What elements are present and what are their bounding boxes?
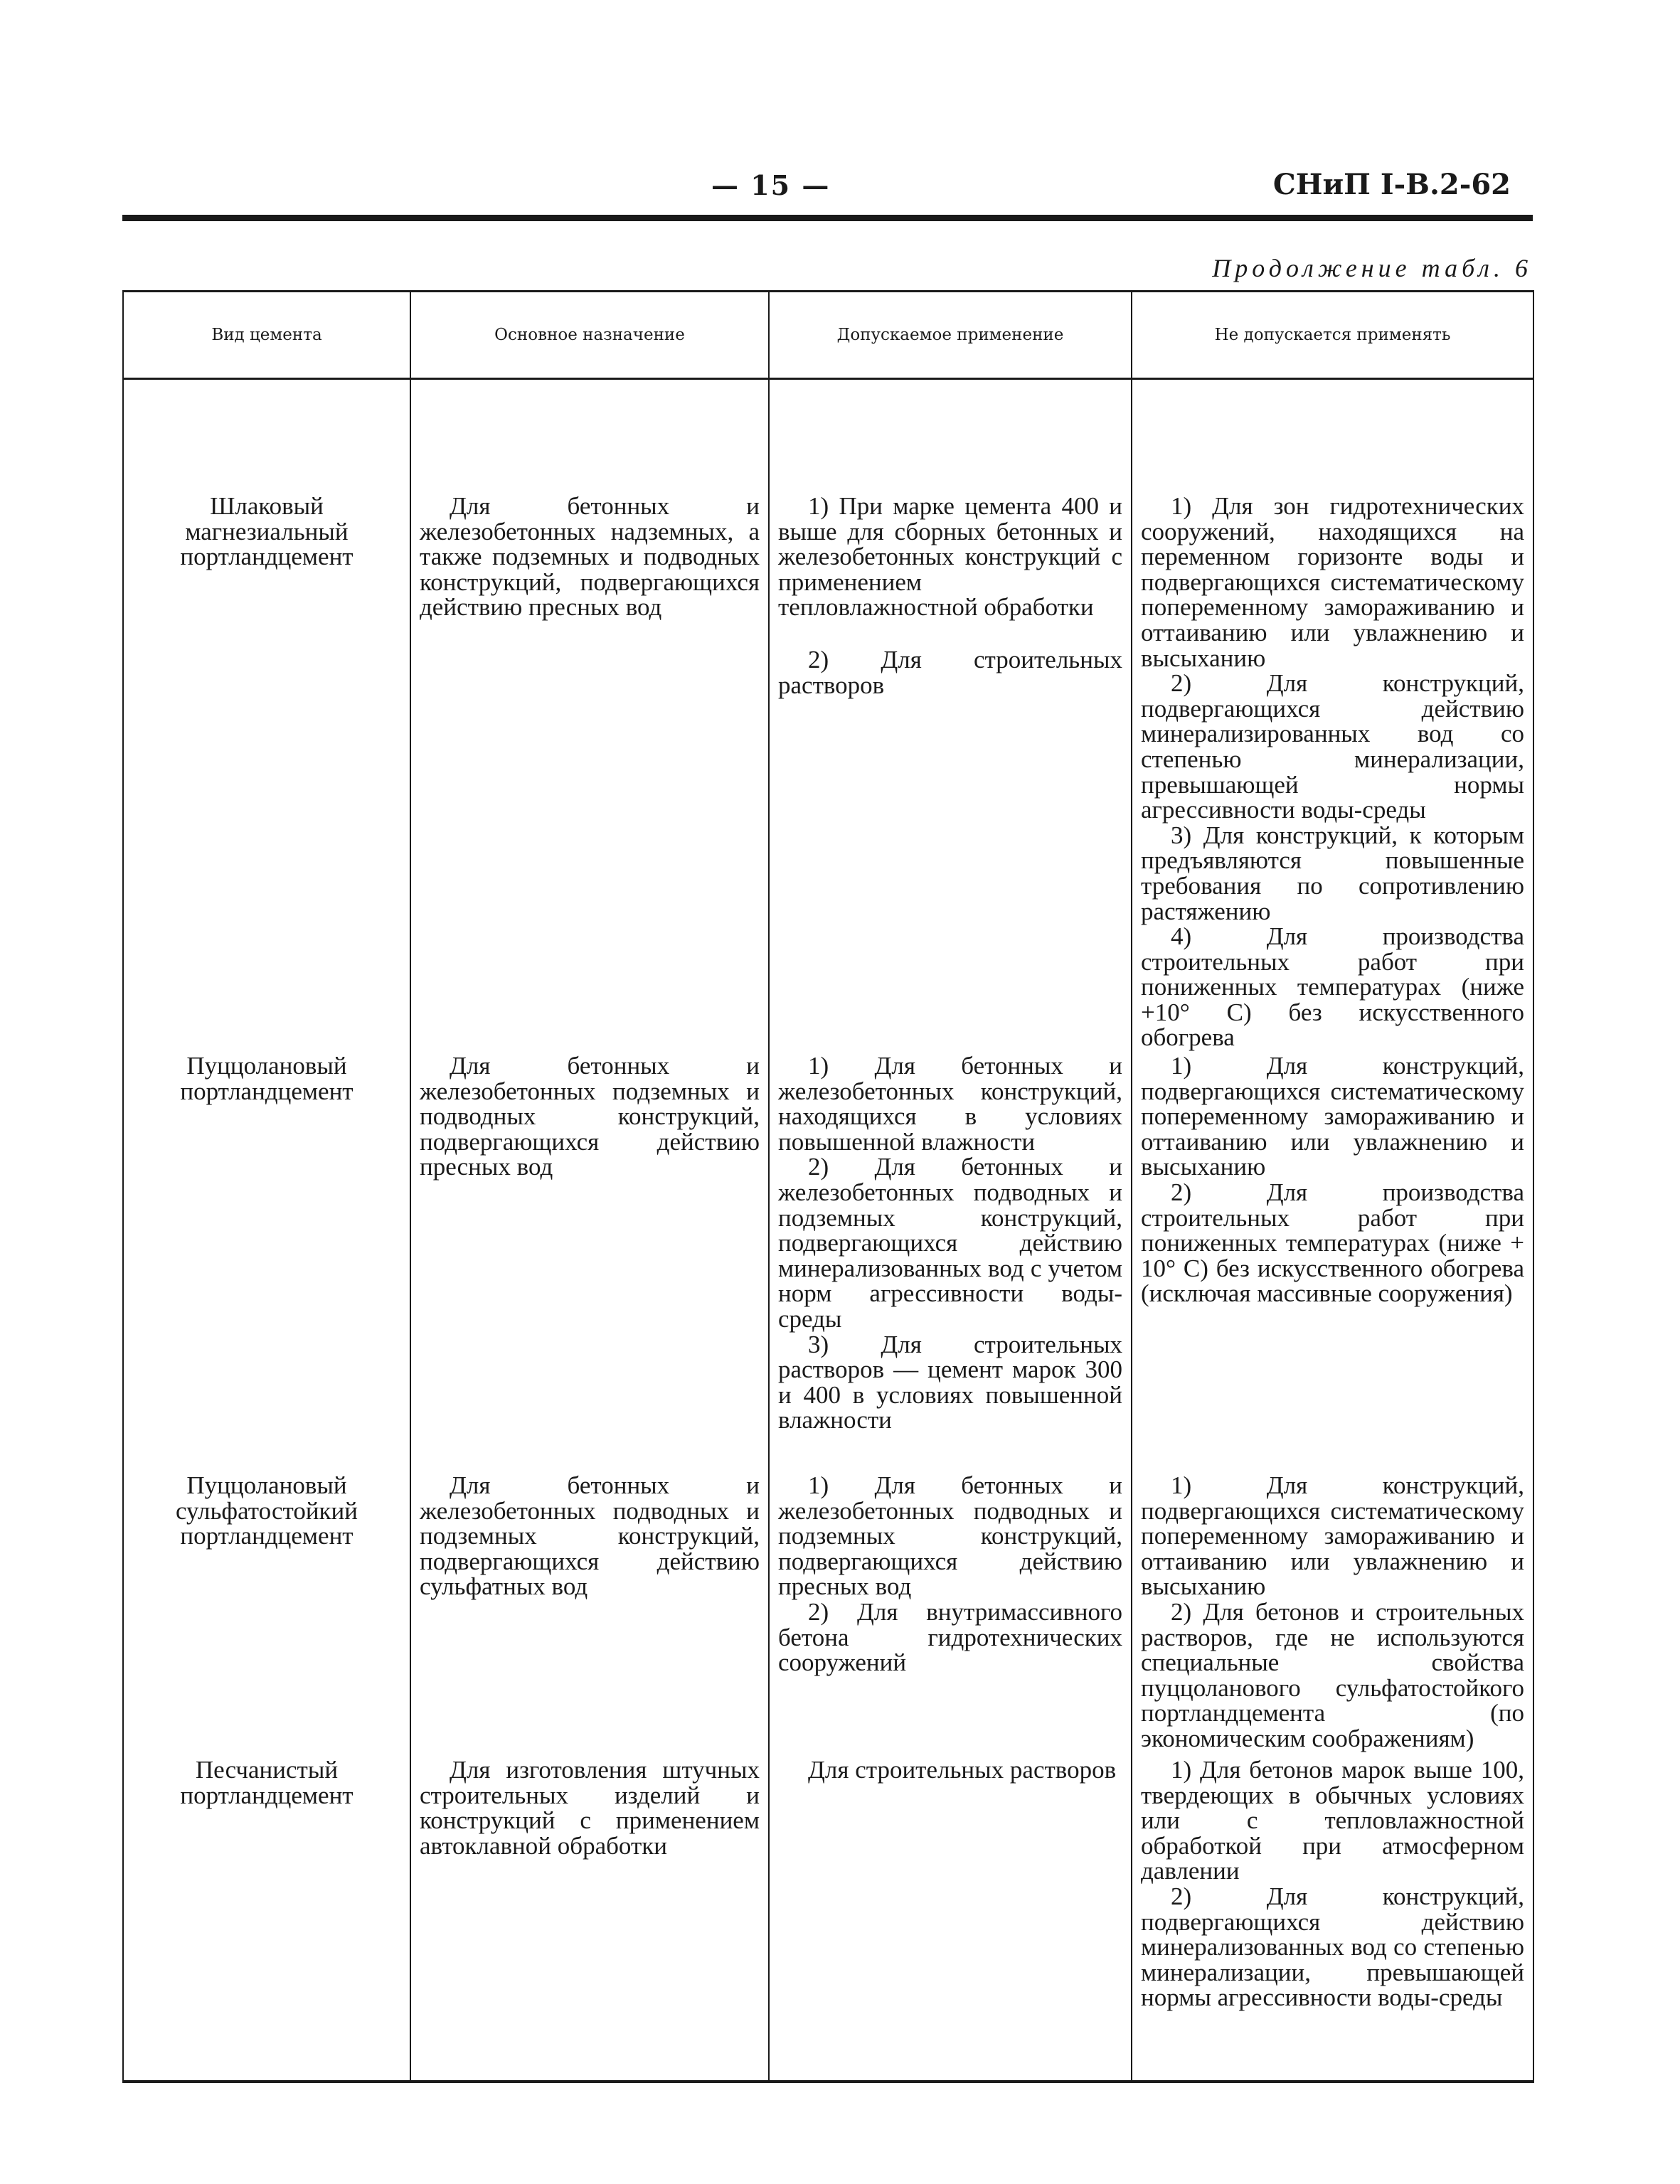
cement-type-text: Пуццолановый сульфатостойкий портландцемент [175, 1471, 358, 1550]
forbidden-use-cell [1132, 379, 1533, 1051]
allowed-use-item: 2) Для внутримассивного бетона гидротехнических сооружений [778, 1598, 1122, 1677]
table-continuation-label: Продолжение табл. 6 [1212, 254, 1532, 282]
column-header-allowed-use: Допускаемое применение [769, 292, 1132, 379]
cement-type-cell [123, 1050, 410, 1470]
main-purpose-cell [410, 1050, 769, 1470]
column-header-main-purpose: Основное назначение [410, 292, 769, 379]
table-header-row [123, 292, 1533, 379]
cement-table [122, 290, 1534, 2083]
table-row [123, 1754, 1533, 2082]
forbidden-use-item: 1) Для бетонов марок выше 100, твердеющих в обычных условиях или с тепловлажностной обработкой при атмосферном давлении [1141, 1756, 1524, 1885]
forbidden-use-item: 1) Для конструкций, подвергающихся систематическому попеременному замораживанию и оттаиванию или увлажнению и высыханию [1141, 1052, 1524, 1181]
allowed-use-cell [769, 1470, 1132, 1754]
forbidden-use-item: 3) Для конструкций, к которым предъявляются повышенные требования по сопротивлению растяжению [1141, 821, 1524, 925]
cement-type-text: Пуццолановый портландцемент [180, 1052, 353, 1105]
allowed-use-item: 1) Для бетонных и железобетонных конструкций, находящихся в условиях повышенной влажности [778, 1052, 1122, 1156]
page-number: — 15 — [711, 169, 831, 201]
main-purpose-text: Для бетонных и железобетонных надземных, а также подземных и подводных конструкций, подвергающихся действию пресных вод [420, 492, 760, 622]
allowed-use-item: 1) При марке цемента 400 и выше для сборных бетонных и железобетонных конструкций с применением тепловлажностной обработки [778, 492, 1122, 622]
column-header-cement-type: Вид цемента [123, 292, 410, 379]
forbidden-use-item: 2) Для конструкций, подвергающихся действию минерализованных вод со степенью минерализации, превышающей нормы агрессивности воды-среды [1141, 1882, 1524, 2012]
main-purpose-text: Для бетонных и железобетонных подземных и подводных конструкций, подвергающихся действию пресных вод [420, 1052, 760, 1181]
forbidden-use-item: 2) Для производства строительных работ при пониженных температурах (ниже + 10° С) без искусственного обогрева (исключая массивные сооружения) [1141, 1178, 1524, 1308]
allowed-use-cell [769, 379, 1132, 1051]
allowed-use-item: Для строительных растворов [808, 1756, 1117, 1784]
column-header-forbidden-use: Не допускается применять [1132, 292, 1533, 379]
cement-type-text: Шлаковый магнезиальный портландцемент [180, 492, 353, 571]
forbidden-use-cell [1132, 1754, 1533, 2082]
allowed-use-item: 1) Для бетонных и железобетонных подводных и подземных конструкций, подвергающихся действию пресных вод [778, 1471, 1122, 1601]
allowed-use-cell [769, 1754, 1132, 2082]
allowed-use-item: 2) Для бетонных и железобетонных подводных и подземных конструкций, подвергающихся действию минерализованных вод с учетом норм агрессивности воды-среды [778, 1153, 1122, 1333]
main-purpose-cell [410, 379, 769, 1051]
table-row [123, 1470, 1533, 1754]
forbidden-use-item: 1) Для конструкций, подвергающихся систематическому попеременному замораживанию и оттаиванию или увлажнению и высыханию [1141, 1471, 1524, 1601]
allowed-use-item: 2) Для строительных растворов [778, 645, 1122, 699]
allowed-use-item: 3) Для строительных растворов — цемент марок 300 и 400 в условиях повышенной влажности [778, 1330, 1122, 1434]
allowed-use-cell [769, 1050, 1132, 1470]
cement-type-cell [123, 1754, 410, 2082]
header-rule [122, 215, 1533, 221]
forbidden-use-item: 2) Для конструкций, подвергающихся действию минерализированных вод со степенью минерализации, превышающей нормы агрессивности воды-среды [1141, 669, 1524, 824]
cement-type-text: Песчанистый портландцемент [180, 1756, 353, 1809]
main-purpose-text: Для бетонных и железобетонных подводных и подземных конструкций, подвергающихся действию сульфатных вод [420, 1471, 760, 1601]
main-purpose-text: Для изготовления штучных строительных изделий и конструкций с применением автоклавной обработки [420, 1756, 760, 1860]
document-code: СНиП I-В.2-62 [1272, 168, 1511, 201]
table-row [123, 1050, 1533, 1470]
table-row [123, 379, 1533, 1051]
forbidden-use-item: 1) Для зон гидротехнических сооружений, находящихся на переменном горизонте воды и подвергающихся систематическому попеременному замораживанию и оттаиванию или увлажнению и высыханию [1141, 492, 1524, 672]
main-purpose-cell [410, 1470, 769, 1754]
main-purpose-cell [410, 1754, 769, 2082]
forbidden-use-cell [1132, 1470, 1533, 1754]
cement-type-cell [123, 1470, 410, 1754]
forbidden-use-item: 2) Для бетонов и строительных растворов, где не используются специальные свойства пуццоланового сульфатостойкого портландцемента (по экономическим соображениям) [1141, 1598, 1524, 1752]
forbidden-use-item: 4) Для производства строительных работ при пониженных температурах (ниже +10° С) без искусственного обогрева [1141, 922, 1524, 1052]
cement-type-cell [123, 379, 410, 1051]
forbidden-use-cell [1132, 1050, 1533, 1470]
